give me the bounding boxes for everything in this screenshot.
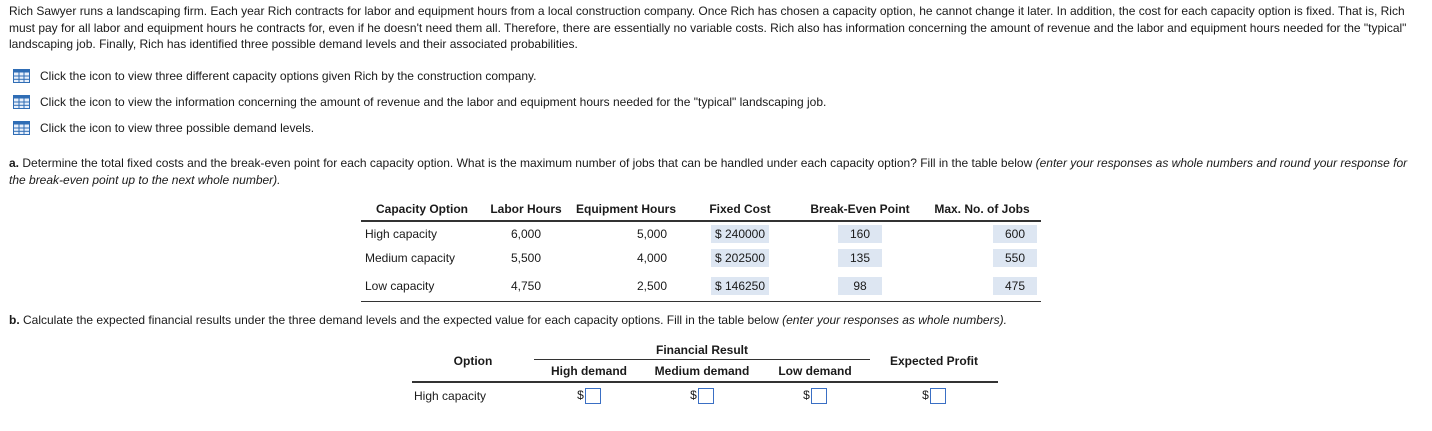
option-cell: High capacity — [414, 389, 487, 403]
col-header-financial-result: Financial Result — [534, 341, 870, 360]
financial-results-table — [412, 341, 998, 409]
break-even-cell[interactable] — [797, 270, 923, 302]
equipment-hours-cell: 2,500 — [569, 270, 683, 302]
low-demand-input[interactable] — [811, 388, 827, 404]
col-header-medium-demand: Medium demand — [644, 360, 760, 382]
break-even-answer[interactable]: 135 — [838, 249, 882, 267]
capacity-table — [361, 198, 1041, 302]
table-grid-icon[interactable] — [13, 121, 30, 135]
fixed-cost-answer[interactable] — [711, 225, 769, 243]
capacity-options-link[interactable] — [13, 68, 536, 84]
break-even-answer[interactable]: 98 — [838, 277, 882, 295]
part-a-text: Determine the total fixed costs and the break-even point for each capacity option. What is the maximum number of jobs that can be handled under each capacity option? Fill in the table below — [19, 156, 1036, 170]
part-b-text: Calculate the expected financial results under the three demand levels and the expected value for each capacity options. Fill in the table below — [19, 313, 783, 327]
col-header-capacity-option: Capacity Option — [361, 198, 483, 221]
col-header-break-even: Break-Even Point — [797, 198, 923, 221]
currency-symbol: $ — [577, 388, 584, 403]
col-header-option: Option — [412, 341, 534, 382]
fixed-cost-value: 146250 — [724, 278, 766, 293]
max-jobs-answer[interactable]: 475 — [993, 277, 1037, 295]
table-grid-icon[interactable] — [13, 95, 30, 109]
col-header-labor-hours: Labor Hours — [483, 198, 569, 221]
currency-symbol: $ — [922, 388, 929, 403]
currency-symbol: $ — [714, 278, 722, 293]
part-b-instructions: (enter your responses as whole numbers). — [782, 313, 1007, 327]
link-text: Click the icon to view three possible demand levels. — [40, 121, 315, 135]
max-jobs-cell[interactable] — [923, 221, 1041, 246]
part-a-instructions: (enter your responses as whole numbers and round your response for the break-even point up to the next whole number). — [9, 156, 1408, 187]
fixed-cost-answer[interactable] — [711, 277, 769, 295]
equipment-hours-cell: 5,000 — [636, 227, 667, 241]
table-row — [412, 382, 998, 409]
fixed-cost-value: 202500 — [724, 251, 766, 265]
max-jobs-answer[interactable]: 550 — [993, 249, 1037, 267]
max-jobs-cell[interactable] — [923, 270, 1041, 302]
part-b-label: b. — [9, 313, 20, 327]
low-demand-cell — [760, 382, 870, 409]
max-jobs-answer[interactable]: 600 — [993, 225, 1037, 243]
fixed-cost-cell[interactable] — [683, 246, 797, 270]
currency-symbol: $ — [714, 227, 722, 241]
break-even-cell[interactable] — [797, 221, 923, 246]
fixed-cost-cell[interactable] — [683, 270, 797, 302]
col-header-max-jobs: Max. No. of Jobs — [923, 198, 1041, 221]
capacity-option-cell: High capacity — [365, 227, 438, 241]
currency-symbol: $ — [690, 388, 697, 403]
labor-hours-cell: 4,750 — [483, 270, 569, 302]
col-header-high-demand: High demand — [534, 360, 644, 382]
break-even-cell[interactable] — [797, 246, 923, 270]
part-a-question — [9, 155, 1421, 188]
demand-levels-link[interactable] — [13, 120, 314, 136]
currency-symbol: $ — [714, 251, 722, 265]
fixed-cost-cell[interactable] — [683, 221, 797, 246]
fixed-cost-value: 240000 — [724, 227, 766, 241]
break-even-answer[interactable]: 160 — [838, 225, 882, 243]
medium-demand-cell — [644, 382, 760, 409]
capacity-option-cell: Medium capacity — [365, 251, 456, 265]
table-row — [361, 221, 1041, 246]
part-a-label: a. — [9, 156, 20, 170]
expected-profit-cell — [870, 382, 998, 409]
part-b-question — [9, 312, 1421, 329]
labor-hours-cell: 5,500 — [510, 251, 542, 265]
table-grid-icon[interactable] — [13, 69, 30, 83]
capacity-option-cell: Low capacity — [361, 270, 483, 302]
job-info-link[interactable] — [13, 94, 826, 110]
expected-profit-input[interactable] — [930, 388, 946, 404]
equipment-hours-cell: 4,000 — [636, 251, 667, 265]
col-header-expected-profit: Expected Profit — [870, 341, 998, 382]
table-row — [361, 270, 1041, 302]
fixed-cost-answer[interactable] — [711, 249, 769, 267]
link-text: Click the icon to view three different capacity options given Rich by the construction company. — [40, 69, 537, 83]
col-header-equipment-hours: Equipment Hours — [569, 198, 683, 221]
table-row — [361, 246, 1041, 270]
medium-demand-input[interactable] — [698, 388, 714, 404]
link-text: Click the icon to view the information concerning the amount of revenue and the labor and equipment hours needed for the "typical" landscaping job. — [40, 95, 827, 109]
currency-symbol: $ — [803, 388, 810, 403]
col-header-fixed-cost: Fixed Cost — [683, 198, 797, 221]
max-jobs-cell[interactable] — [923, 246, 1041, 270]
col-header-low-demand: Low demand — [760, 360, 870, 382]
labor-hours-cell: 6,000 — [510, 227, 542, 241]
high-demand-cell — [534, 382, 644, 409]
high-demand-input[interactable] — [585, 388, 601, 404]
problem-intro: Rich Sawyer runs a landscaping firm. Each year Rich contracts for labor and equipment hours from a local construction company. Once Rich has chosen a capacity option, he cannot change it later. In addition, the cost for each capacity option is fixed. That is, Rich must pay for all labor and equipment hours he contracts for, even if he doesn't need them all. Therefore, there are essentially no variable costs. Rich also has information concerning the amount of revenue and the labor and equipment hours needed for the "typical" landscaping job. Finally, Rich has identified three possible demand levels and their associated probabilities. — [9, 4, 1407, 51]
